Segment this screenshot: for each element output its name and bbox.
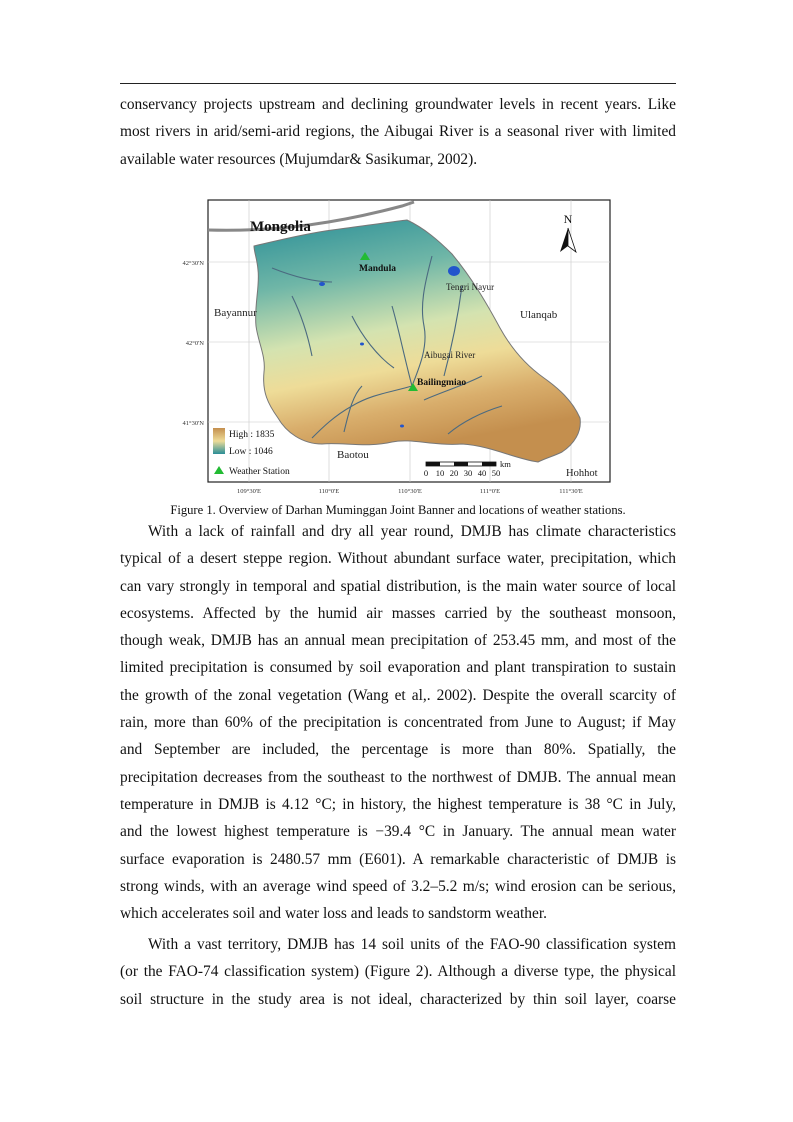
lat-label: 41°30'N xyxy=(182,420,204,427)
country-label: Mongolia xyxy=(250,219,311,235)
text-line: most rivers in arid/semi-arid regions, the Aibugai River is a seasonal river with limited xyxy=(120,123,676,141)
text-line: and September are included, the percentage is more than 80%. Spatially, the xyxy=(120,741,676,759)
station-label-mandula: Mandula xyxy=(359,264,396,274)
text-line: limited precipitation is consumed by soil evaporation and plant transpiration to sustain xyxy=(120,659,676,677)
elevation-legend-ramp xyxy=(213,428,225,454)
legend-high-label: High : 1835 xyxy=(229,430,275,440)
text-line: (or the FAO-74 classification system) (Figure 2). Although a diverse type, the physical xyxy=(120,963,676,981)
text-line: though weak, DMJB has an annual mean precipitation of 253.45 mm, and most of the xyxy=(120,632,676,650)
text-line: available water resources (Mujumdar& Sasikumar, 2002). xyxy=(120,150,478,168)
lon-label: 110°30'E xyxy=(398,488,422,495)
lat-label: 42°30'N xyxy=(182,260,204,267)
text-line: typical of a desert steppe region. Without abundant surface water, precipitation, which xyxy=(120,550,676,568)
region-label-baotou: Baotou xyxy=(337,449,369,461)
text-line: which accelerates soil and water loss and leads to sandstorm weather. xyxy=(120,905,547,923)
legend-low-label: Low : 1046 xyxy=(229,447,273,457)
scale-tick: 20 xyxy=(449,468,459,478)
scale-tick: 10 xyxy=(435,468,445,478)
text-line: soil structure in the study area is not ideal, characterized by thin soil layer, coarse xyxy=(120,990,676,1008)
lon-label: 111°0'E xyxy=(479,488,501,495)
text-line: temperature in DMJB is 4.12 °C; in history, the highest temperature is 38 °C in July, xyxy=(120,795,676,813)
lon-label: 109°30'E xyxy=(237,488,261,495)
scale-tick: 0 xyxy=(423,468,429,478)
region-label-hohhot: Hohhot xyxy=(566,468,598,479)
paragraph-1 xyxy=(120,91,676,173)
text-line: can vary strongly in temporal and spatial distribution, is the main water source of local xyxy=(120,577,676,595)
station-label-bailingmiao: Bailingmiao xyxy=(417,378,467,388)
text-line: and the lowest highest temperature is −39.4 °C in January. The annual mean water xyxy=(120,823,676,841)
scale-tick: 40 xyxy=(477,468,487,478)
region-label-bayannur: Bayannur xyxy=(214,307,257,319)
region-label-ulanqab: Ulanqab xyxy=(520,309,558,321)
text-line: surface evaporation is 2480.57 mm (E601). A remarkable characteristic of DMJB is xyxy=(120,850,676,868)
river-label-aibugai: Aibugai River xyxy=(424,350,476,360)
scale-tick: 50 xyxy=(491,468,501,478)
study-area-map xyxy=(162,196,622,496)
north-label: N xyxy=(563,212,573,226)
text-line: conservancy projects upstream and declining groundwater levels in recent years. Like xyxy=(120,96,676,113)
lon-label: 110°0'E xyxy=(318,488,340,495)
lake-label-tengri-nayur: Tengri Nayur xyxy=(446,282,495,292)
text-line: With a lack of rainfall and dry all year round, DMJB has climate characteristics xyxy=(148,523,676,540)
legend-station-label: Weather Station xyxy=(229,467,290,477)
text-line: rain, more than 60% of the precipitation is concentrated from June to August; if May xyxy=(120,714,676,732)
lat-label: 42°0'N xyxy=(185,340,204,347)
lon-label: 111°30'E xyxy=(559,488,583,495)
text-line: the growth of the zonal vegetation (Wang et al,. 2002). Despite the overall scarcity of xyxy=(120,686,676,704)
text-line: With a vast territory, DMJB has 14 soil units of the FAO-90 classification system xyxy=(148,936,676,953)
paragraph-2 xyxy=(120,518,676,927)
text-line: precipitation decreases from the southeast to the northwest of DMJB. The annual mean xyxy=(120,768,676,786)
figure-caption: Figure 1. Overview of Darhan Muminggan Joint Banner and locations of weather stations. xyxy=(170,503,626,517)
scale-tick: 30 xyxy=(463,468,473,478)
text-line: ecosystems. Affected by the humid air masses carried by the southeast monsoon, xyxy=(120,604,676,622)
scale-unit: km xyxy=(500,459,511,469)
paragraph-3 xyxy=(120,931,676,1013)
text-line: strong winds, with an average wind speed of 3.2–5.2 m/s; wind erosion can be serious, xyxy=(120,877,676,895)
header-rule xyxy=(120,83,676,84)
